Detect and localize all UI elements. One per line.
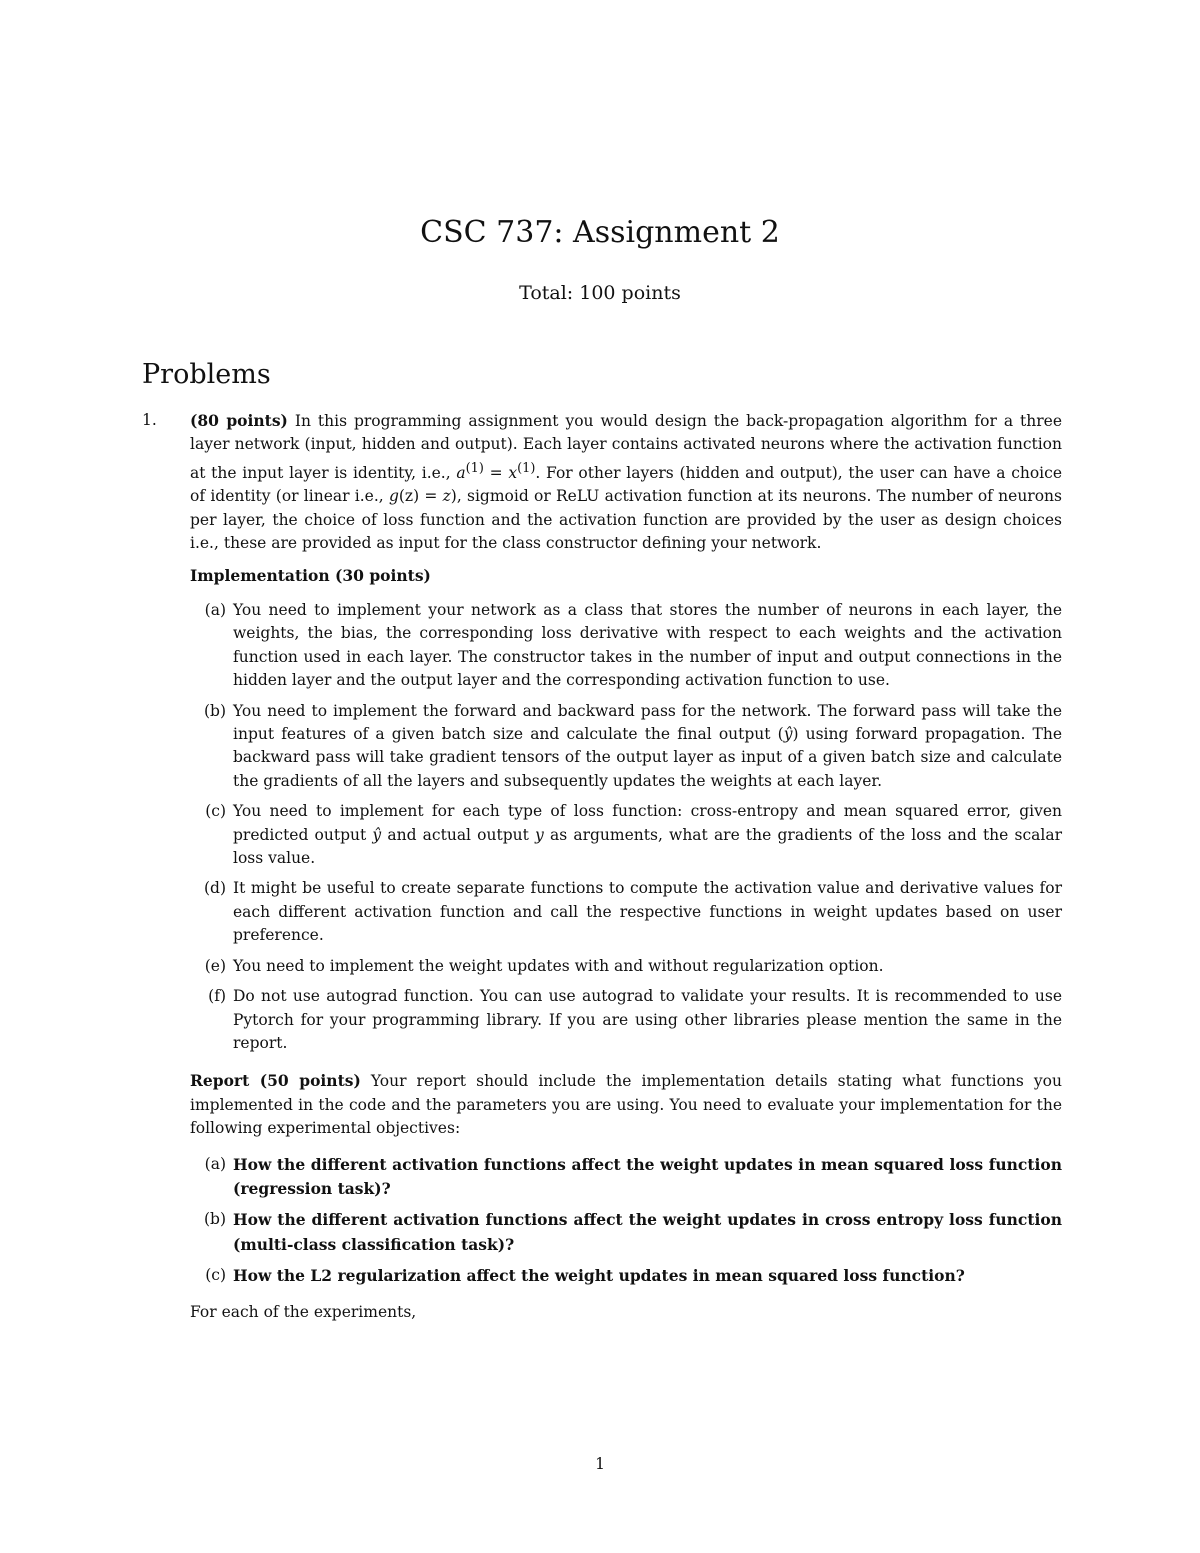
list-item-text-c: as arguments, what are the gradients of the loss and the scalar loss value. [233,825,1062,868]
report-label: Report (50 points) [190,1071,361,1091]
problem-number: 1. [142,411,157,429]
report-item-b [190,1208,1062,1257]
intro-text-b: . For other layers (hidden and output), the user can have a choice of identity (or linear i.e., [190,463,1062,506]
problem-body [190,409,1062,1324]
implementation-item-e [190,955,1062,978]
math-superscript-a: (1) [465,460,484,476]
math-yhat: ŷ [372,825,382,844]
document-title: CSC 737: Assignment 2 [420,215,780,250]
problem-1 [142,409,1062,1324]
list-item-text-a: You need to implement the forward and backward pass for the network. The forward pass will take the input features of a given batch size and calculate the final output ( [233,701,1062,744]
list-item-text: How the L2 regularization affect the weight updates in mean squared loss function? [233,1266,965,1286]
list-marker: (b) [203,1210,226,1229]
math-superscript-x: (1) [517,460,536,476]
total-points: Total: 100 points [519,282,681,304]
intro-text-c: ), sigmoid or ReLU activation function at its neurons. The number of neurons per layer, the choice of loss function and the activation function are provided by the user as design choices i.e., these are provided as input for the class constructor defining your network. [190,487,1062,553]
implementation-item-a [190,599,1062,693]
section-heading-problems: Problems [142,359,271,390]
list-marker: (c) [205,1266,226,1285]
problem-points-label: (80 points) [190,411,288,430]
list-item-text [233,702,1062,790]
list-item-text: It might be useful to create separate functions to compute the activation value and derivative values for each different activation function and call the respective functions in weight updates based on user preference. [233,879,1062,945]
math-gz-paren: (z) = [398,487,443,506]
implementation-item-d [190,877,1062,947]
report-paragraph [190,1069,1062,1140]
math-g: g [388,487,399,506]
math-a: a [456,463,466,482]
list-marker: (c) [205,802,226,821]
math-x: x [508,463,518,482]
math-z: z [442,487,451,506]
problem-intro [190,409,1062,556]
list-item-text [233,802,1062,867]
implementation-heading: Implementation (30 points) [190,565,431,585]
page-number: 1 [595,1455,605,1473]
list-marker: (f) [208,987,226,1006]
list-marker: (d) [203,879,226,898]
list-item-text: You need to implement your network as a class that stores the number of neurons in each layer, the weights, the bias, the corresponding loss derivative with respect to each weights and the activation function used in each layer. The constructor takes in the number of input and output connections in the hidden layer and the output layer and the corresponding activation function to use. [233,601,1062,690]
math-equals: = [483,463,509,482]
list-item-text-b: and actual output [381,825,536,844]
report-text: Your report should include the implementation details stating what functions you implemented in the code and the parameters you are using. You need to evaluate your implementation for the following experimental objectives: [190,1072,1062,1138]
implementation-item-c [190,800,1062,870]
implementation-item-b [190,700,1062,794]
math-yhat: ŷ [783,725,793,744]
list-item-text-a: You need to implement for each type of loss function: cross-entropy and mean squared error, given predicted output [233,802,1062,844]
implementation-list [190,599,1062,1055]
list-item-text-b: ) using forward propagation. The backward pass will take gradient tensors of the output layer as input of a given batch size and calculate the gradients of all the layers and subsequently updates the weights at each layer. [233,725,1062,790]
list-item-text: How the different activation functions affect the weight updates in mean squared loss function (regression task)? [233,1154,1062,1198]
closing-text: For each of the experiments, [190,1302,417,1321]
list-item-text: How the different activation functions affect the weight updates in cross entropy loss function (multi-class classification task)? [233,1210,1062,1254]
list-marker: (a) [204,601,226,619]
list-item-text: Do not use autograd function. You can use autograd to validate your results. It is recommended to use Pytorch for your programming library. If you are using other libraries please mention the same in the report. [233,987,1062,1052]
implementation-item-f [190,985,1062,1055]
report-item-c [190,1264,1062,1288]
report-item-a [190,1153,1062,1202]
intro-text-a: In this programming assignment you would design the back-propagation algorithm for a three layer network (input, hidden and output). Each layer contains activated neurons where the activation function at the input layer is identity, i.e., [190,412,1062,482]
list-marker: (b) [203,701,226,720]
list-marker: (e) [204,956,226,975]
report-objectives-list [190,1153,1062,1289]
math-y: y [535,825,544,844]
list-marker: (a) [204,1154,226,1173]
list-item-text: You need to implement the weight updates with and without regularization option. [233,956,884,975]
